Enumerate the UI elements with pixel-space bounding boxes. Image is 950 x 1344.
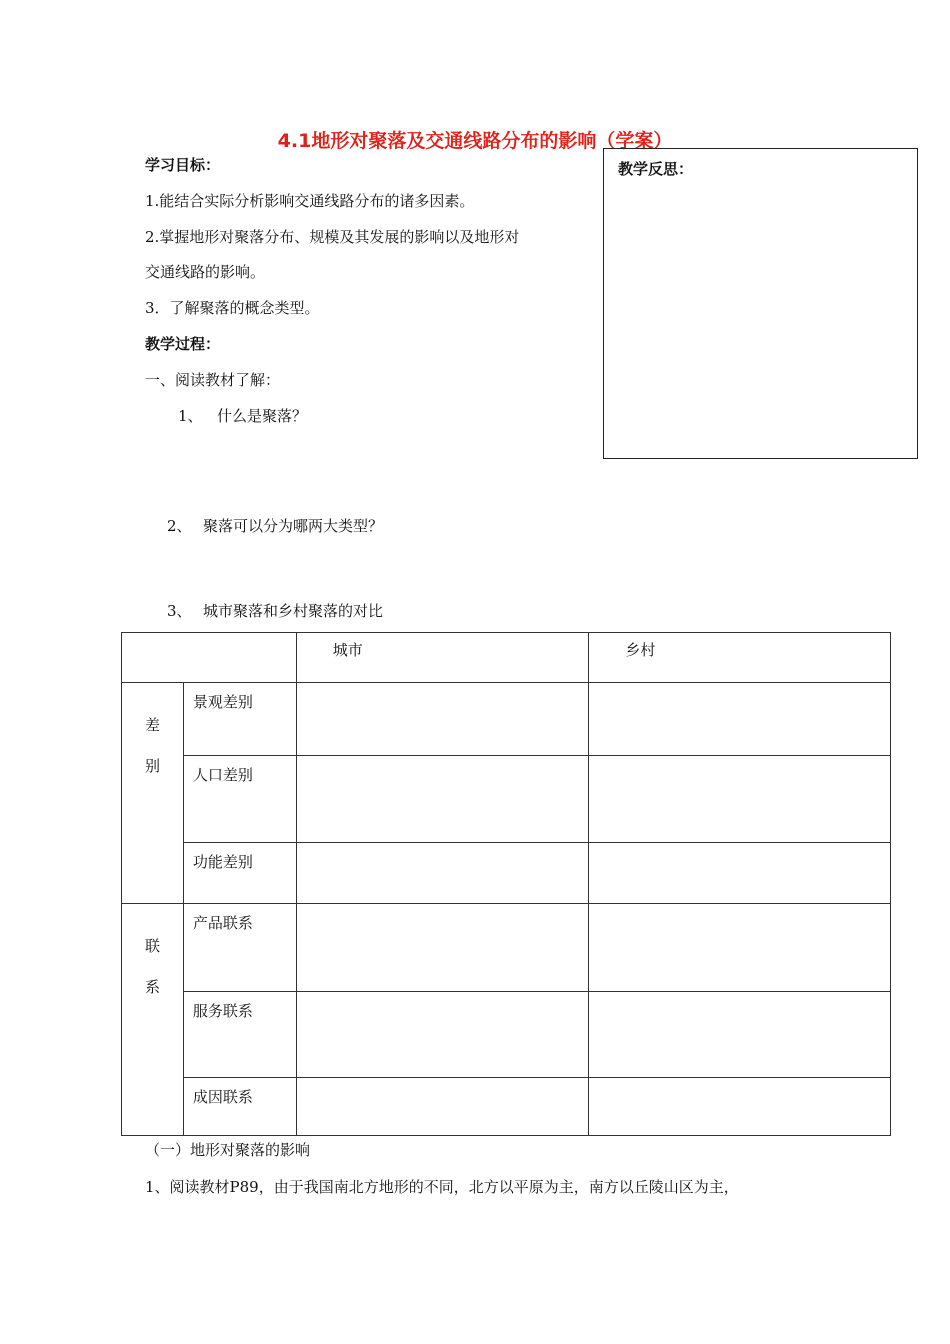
document-title: 4.1地形对聚落及交通线路分布的影响（学案） [277,130,673,152]
reflection-label: 教学反思： [618,160,694,178]
header-rural: 乡村 [589,633,891,683]
cell-rural-function[interactable] [589,843,891,904]
table-row [122,843,891,904]
cell-rural-cause[interactable] [589,1078,891,1136]
cell-rural-population[interactable] [589,756,891,843]
row-label-service: 服务联系 [183,992,296,1078]
section-one-heading: 一、阅读教材了解： [145,371,281,389]
cell-rural-landscape[interactable] [589,683,891,756]
paragraph-line: 1、阅读教材P89，由于我国南北方地形的不同，北方以平原为主，南方以丘陵山区为主， [145,1178,739,1196]
comparison-table [121,632,891,1136]
table-row [122,756,891,843]
question-2-number: 2、 [167,517,192,535]
header-empty-cell [122,633,297,683]
cell-city-population[interactable] [296,756,589,843]
cell-city-product[interactable] [296,904,589,992]
process-heading: 教学过程： [145,335,221,353]
header-city: 城市 [296,633,589,683]
row-label-cause: 成因联系 [183,1078,296,1136]
reflection-box[interactable] [603,148,918,459]
question-1-number: 1、 [178,407,203,425]
row-label-product: 产品联系 [183,904,296,992]
row-label-landscape: 景观差别 [183,683,296,756]
objective-2-continued: 交通线路的影响。 [145,263,266,281]
objectives-heading: 学习目标： [145,156,221,174]
cell-city-cause[interactable] [296,1078,589,1136]
question-1-text: 什么是聚落？ [217,407,308,425]
row-label-population: 人口差别 [183,756,296,843]
cell-city-function[interactable] [296,843,589,904]
group-relation: 联 系 [122,904,184,1136]
question-2-text: 聚落可以分为哪两大类型？ [203,517,384,535]
table-header-row [122,633,891,683]
objective-2: 2.掌握地形对聚落分布、规模及其发展的影响以及地形对 [145,228,520,246]
table-row [122,992,891,1078]
table-row [122,1078,891,1136]
question-3-text: 城市聚落和乡村聚落的对比 [203,602,384,620]
cell-city-service[interactable] [296,992,589,1078]
cell-rural-product[interactable] [589,904,891,992]
cell-rural-service[interactable] [589,992,891,1078]
question-3-number: 3、 [167,602,192,620]
objective-3: 3．了解聚落的概念类型。 [145,299,320,317]
objective-1: 1.能结合实际分析影响交通线路分布的诸多因素。 [145,192,475,210]
table-row [122,904,891,992]
group-difference: 差 别 [122,683,184,904]
subsection-heading: （一）地形对聚落的影响 [145,1141,311,1159]
cell-city-landscape[interactable] [296,683,589,756]
table-row [122,683,891,756]
row-label-function: 功能差别 [183,843,296,904]
